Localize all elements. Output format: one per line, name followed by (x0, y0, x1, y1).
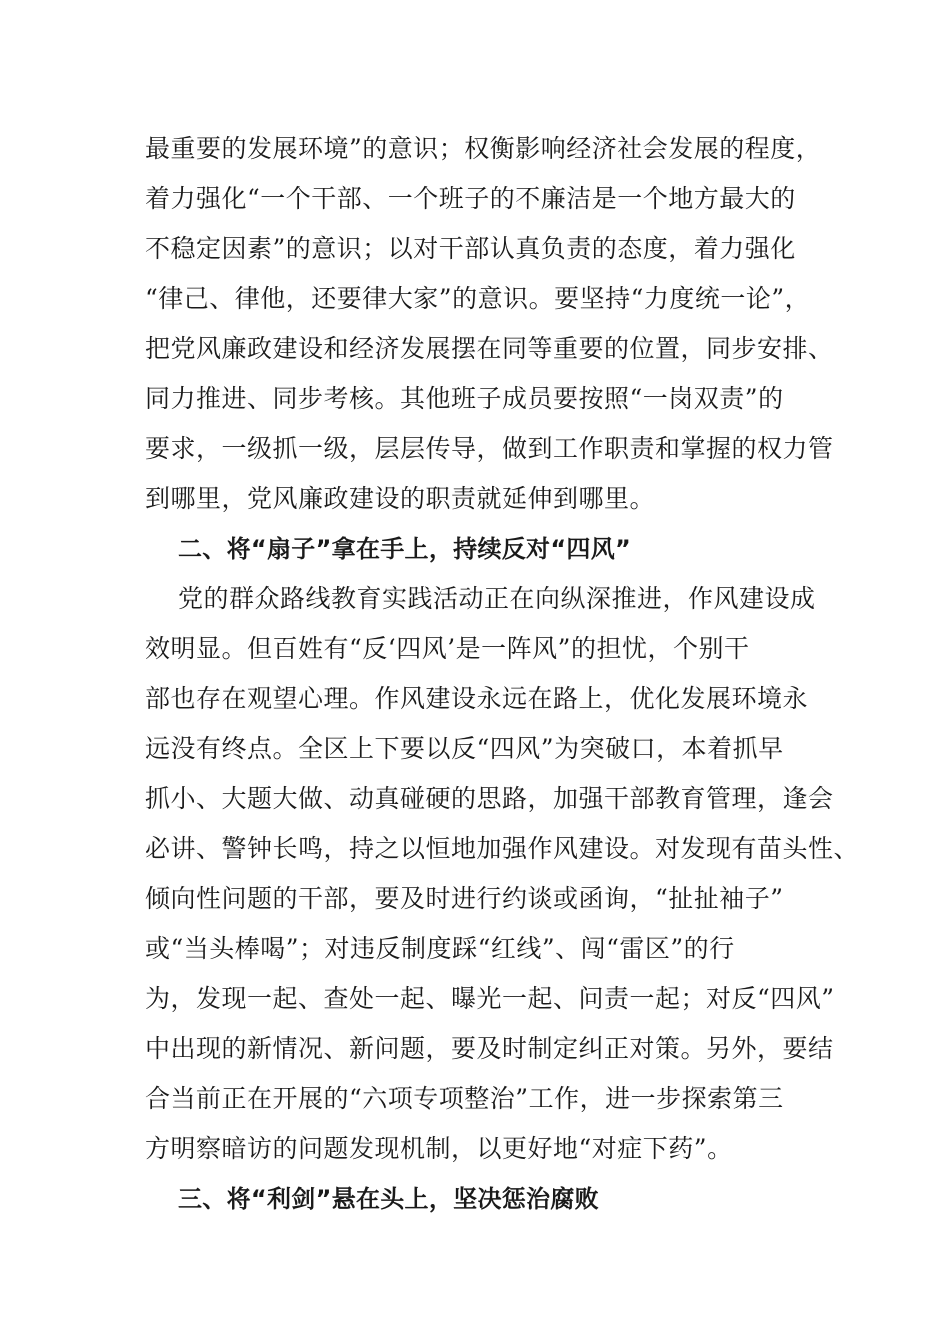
paragraph-line: 或“当头棒喝”；对违反制度踩“红线”、闯“雷区”的行 (145, 934, 735, 963)
paragraph-line: 把党风廉政建设和经济发展摆在同等重要的位置，同步安排、 (145, 334, 834, 363)
paragraph-line: 部也存在观望心理。作风建设永远在路上，优化发展环境永 (145, 684, 809, 713)
paragraph-line: 到哪里，党风廉政建设的职责就延伸到哪里。 (145, 484, 656, 513)
paragraph-line: “律己、律他，还要律大家”的意识。要坚持“力度统一论”， (145, 284, 811, 313)
paragraph-line: 必讲、警钟长鸣，持之以恒地加强作风建设。对发现有苗头性、 (145, 834, 860, 863)
section-heading-3: 三、将“利剑”悬在头上，坚决惩治腐败 (178, 1185, 599, 1213)
paragraph-line: 中出现的新情况、新问题，要及时制定纠正对策。另外，要结 (145, 1034, 834, 1063)
paragraph-line: 同力推进、同步考核。其他班子成员要按照“一岗双责”的 (145, 384, 784, 413)
paragraph-line: 党的群众路线教育实践活动正在向纵深推进，作风建设成 (178, 584, 816, 613)
paragraph-line: 合当前正在开展的“六项专项整治”工作，进一步探索第三 (145, 1084, 784, 1113)
paragraph-line: 要求，一级抓一级，层层传导，做到工作职责和掌握的权力管 (145, 434, 834, 463)
paragraph-line: 远没有终点。全区上下要以反“四风”为突破口，本着抓早 (145, 734, 784, 763)
paragraph-line: 抓小、大题大做、动真碰硬的思路，加强干部教育管理，逢会 (145, 784, 834, 813)
paragraph-line: 为，发现一起、查处一起、曝光一起、问责一起；对反“四风” (145, 984, 835, 1013)
paragraph-line: 效明显。但百姓有“反‘四风’是一阵风”的担忧，个别干 (145, 634, 750, 663)
paragraph-line: 着力强化“一个干部、一个班子的不廉洁是一个地方最大的 (145, 184, 796, 213)
paragraph-line: 方明察暗访的问题发现机制，以更好地“对症下药”。 (145, 1134, 733, 1163)
paragraph-line: 不稳定因素”的意识；以对干部认真负责的态度，着力强化 (145, 234, 796, 263)
paragraph-line: 最重要的发展环境”的意识；权衡影响经济社会发展的程度， (145, 134, 822, 163)
section-heading-2: 二、将“扇子”拿在手上，持续反对“四风” (178, 535, 632, 563)
paragraph-line: 倾向性问题的干部，要及时进行约谈或函询，“扯扯袖子” (145, 884, 784, 913)
